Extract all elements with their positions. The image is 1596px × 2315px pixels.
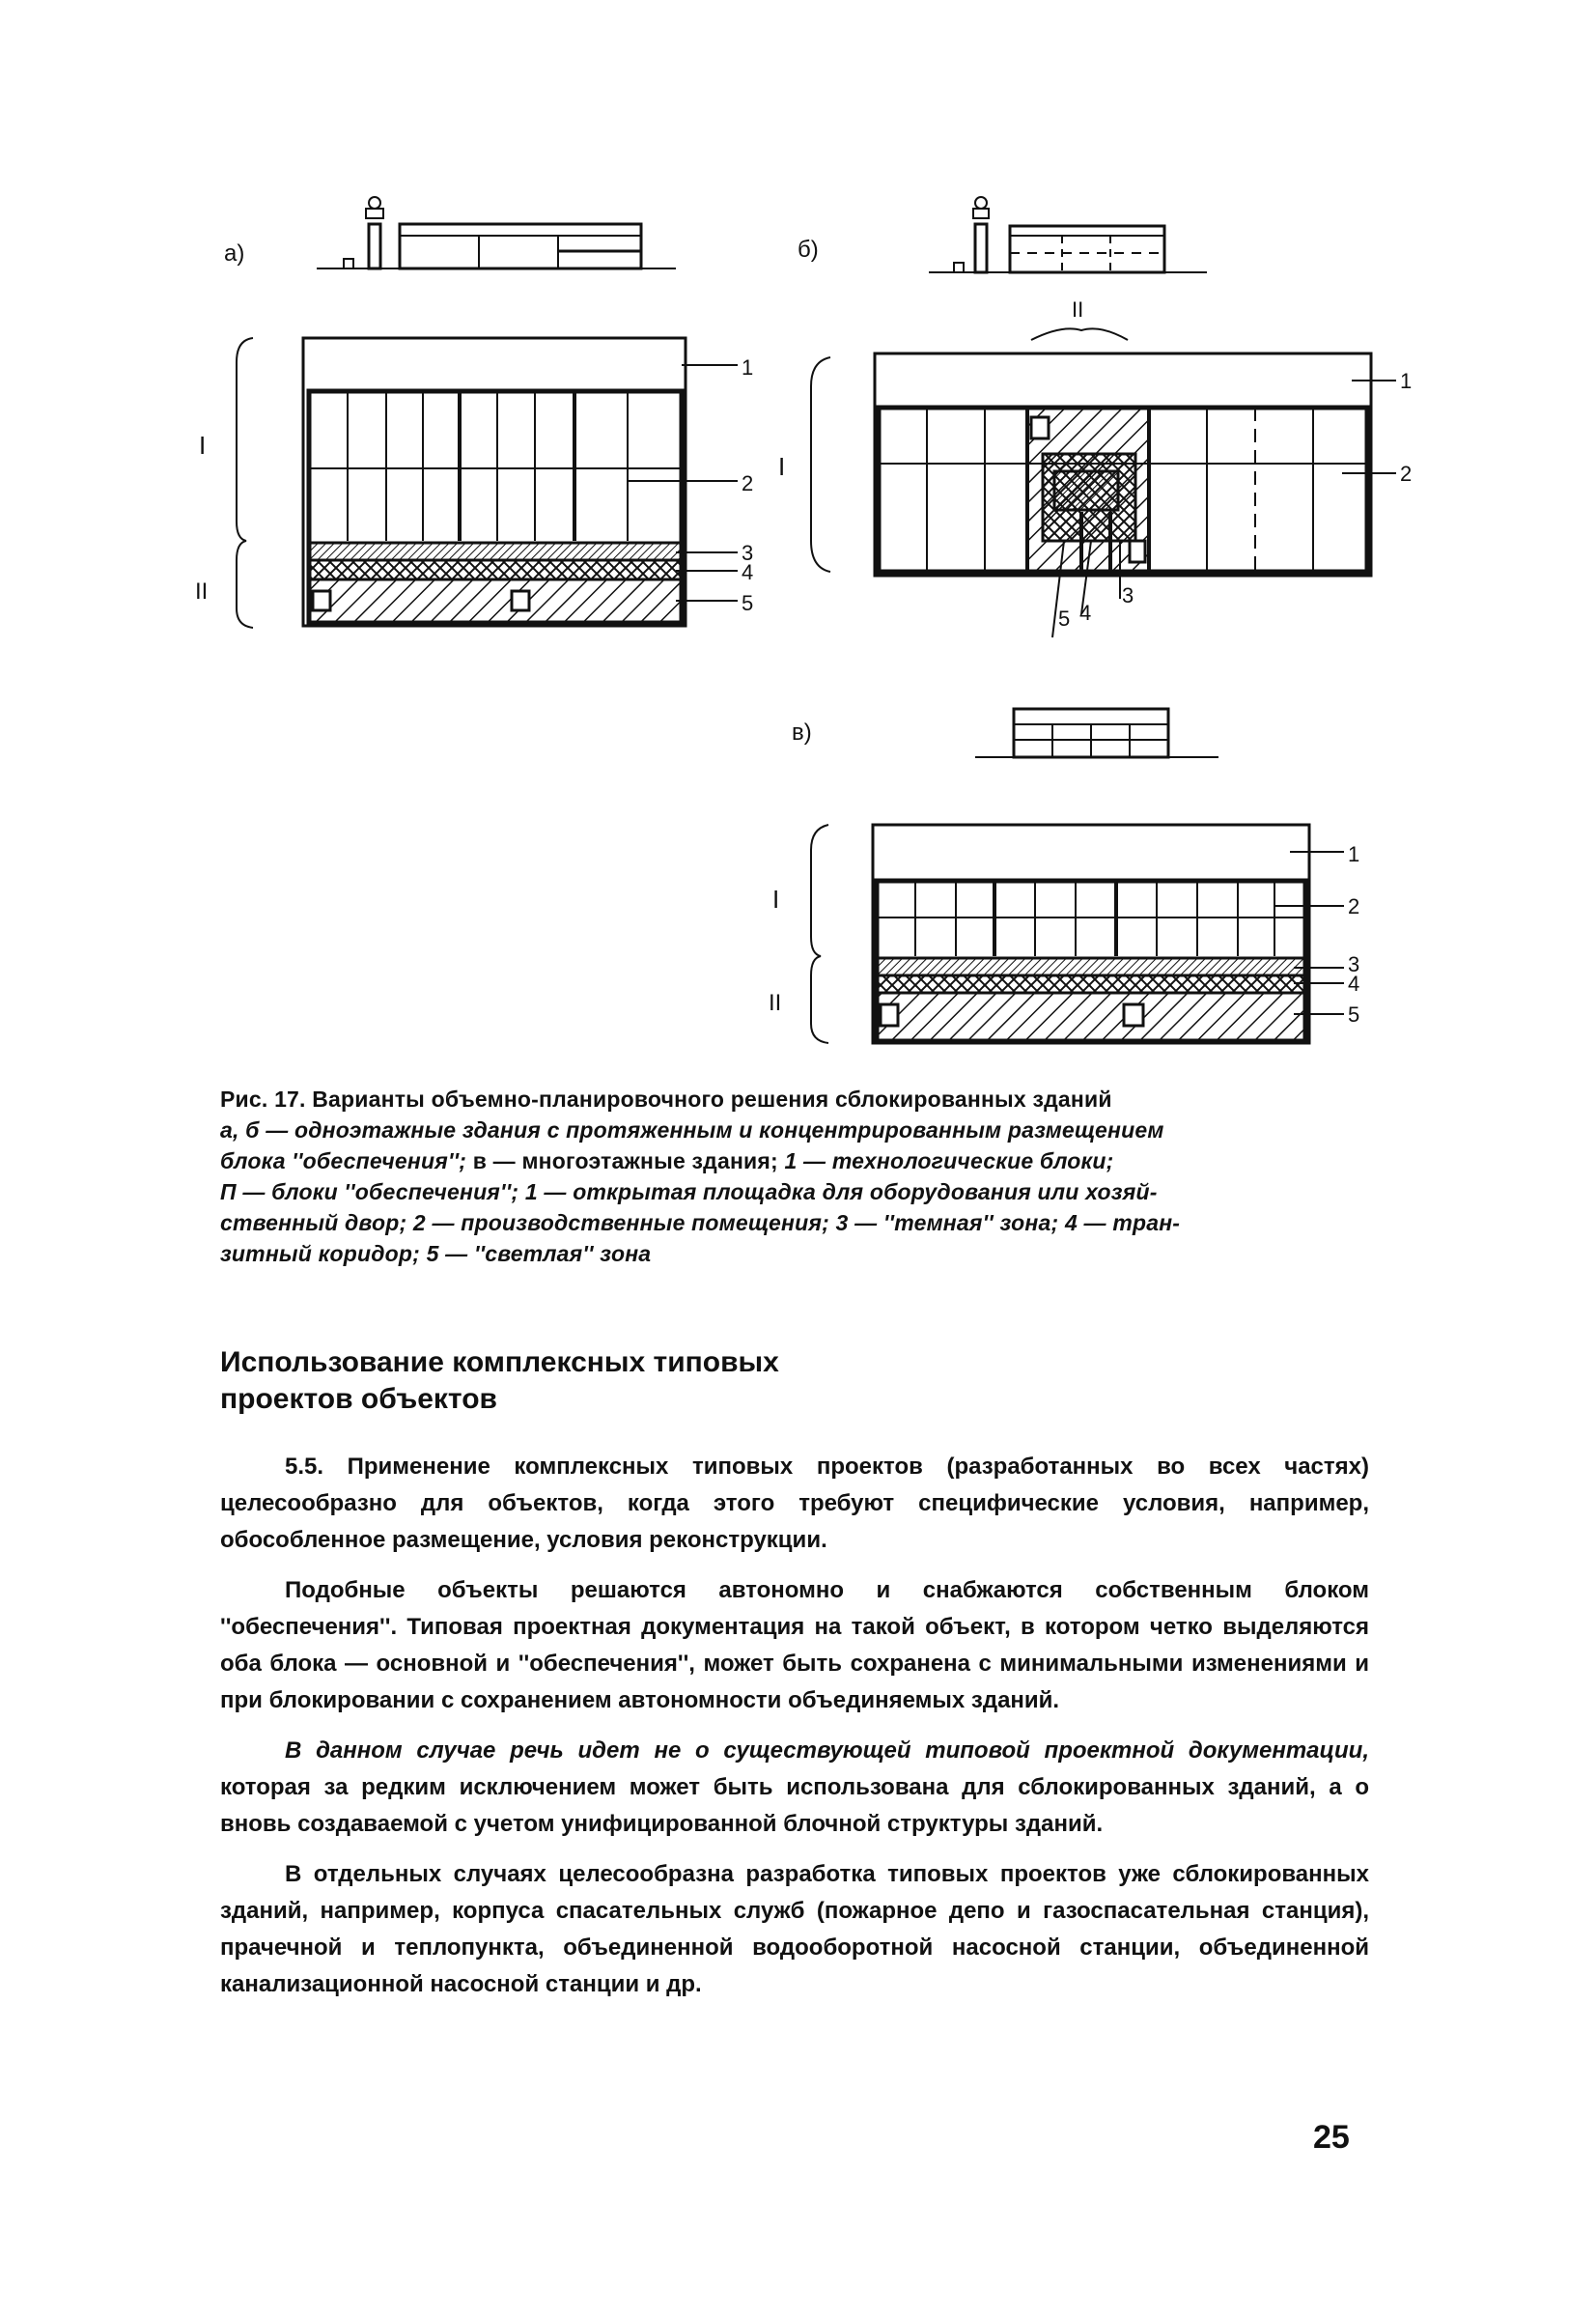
- section-title: [220, 1344, 1089, 1418]
- paragraph-4: В отдельных случаях целесообразна разработка типовых проектов уже сблокированных зданий, например, корпуса спасательных служб (пожарное депо и газоспасательная станция), прачечной и теплопункта, объединенной водооборотной насосной станции, объединенной канализационной насосной станции и др.: [220, 1861, 1369, 1997]
- caption-number: 17.: [274, 1087, 306, 1112]
- paragraph-number: 5.5.: [285, 1454, 324, 1480]
- caption-line-3c: 1 — технологические блоки;: [784, 1148, 1114, 1173]
- section-title-line-2: проектов объектов: [220, 1383, 497, 1415]
- caption-line-1: [220, 1084, 1379, 1115]
- label-3-a: 3: [742, 541, 754, 565]
- caption-line-3a: блока ''обеспечения'';: [220, 1148, 467, 1173]
- caption-line-6: зитный коридор; 5 — ''светлая'' зона: [220, 1241, 652, 1266]
- section-title-line-1: Использование комплексных типовых: [220, 1346, 779, 1378]
- paragraph-2: Подобные объекты решаются автономно и снабжаются собственным блоком ''обеспечения''. Типовая проектная документация на такой объект, в котором четко выделяются оба блока — основной и ''обеспечения'', может быть сохранена с минимальными изменениями и при блокировании с сохранением автономности объединяемых зданий.: [220, 1577, 1369, 1713]
- figure-17: [0, 0, 1596, 1082]
- variant-label-b: б): [798, 237, 819, 263]
- zone-label-I-b: I: [778, 452, 786, 481]
- variant-label-v: в): [792, 720, 812, 746]
- zone-label-II-b-top: II: [1072, 297, 1084, 322]
- caption-title: Варианты объемно-планировочного решения сблокированных зданий: [312, 1087, 1112, 1112]
- label-3-b: 3: [1122, 583, 1134, 607]
- label-1-v: 1: [1348, 842, 1360, 866]
- caption-line-4: П — блоки ''обеспечения''; 1 — открытая площадка для оборудования или хозяй-: [220, 1179, 1158, 1204]
- label-2-v: 2: [1348, 894, 1360, 918]
- paragraph-5-5: [220, 1449, 1369, 1559]
- label-4-b: 4: [1079, 601, 1092, 625]
- paragraph-3: [220, 1733, 1369, 1843]
- section-v: [975, 709, 1218, 757]
- zone-label-I-v: I: [772, 885, 780, 914]
- label-2-a: 2: [742, 471, 754, 495]
- label-4-v: 4: [1348, 972, 1360, 996]
- label-5-a: 5: [742, 591, 754, 615]
- section-a: [317, 197, 676, 268]
- page-number: 25: [1313, 2119, 1350, 2156]
- variant-label-a: а): [224, 240, 245, 267]
- zone-label-II-a: II: [195, 579, 209, 605]
- label-3-v: 3: [1348, 952, 1360, 976]
- label-5-v: 5: [1348, 1002, 1360, 1027]
- zone-label-II-v: II: [769, 990, 782, 1016]
- bracket-II-b-top: [1031, 328, 1128, 340]
- caption-line-3: [220, 1145, 1379, 1176]
- label-5-b: 5: [1058, 607, 1071, 631]
- caption-line-5: ственный двор; 2 — производственные помещения; 3 — ''темная'' зона; 4 — тран-: [220, 1210, 1181, 1235]
- brackets-a: [237, 338, 253, 628]
- figure-caption: [220, 1084, 1379, 1269]
- label-4-a: 4: [742, 560, 754, 584]
- plan-v: [873, 825, 1309, 1043]
- label-2-b: 2: [1400, 462, 1413, 486]
- zone-label-I-a: I: [199, 431, 207, 460]
- paragraph-3-italic: В данном случае речь идет не о существующей типовой проектной документации,: [285, 1737, 1369, 1764]
- caption-line-2: а, б — одноэтажные здания с протяженным и концентрированным размещением: [220, 1117, 1164, 1143]
- brackets-v: [811, 825, 828, 1043]
- label-1-a: 1: [742, 355, 754, 380]
- paragraph-1-text: Применение комплексных типовых проектов (разработанных во всех частях) целесообразно для объектов, когда этого требуют специфические условия, например, обособленное размещение, условия реконструкции.: [220, 1454, 1369, 1553]
- paragraph-3-normal: которая за редким исключением может быть использована для сблокированных зданий, а о вновь создаваемой с учетом унифицированной блочной структуры зданий.: [220, 1774, 1369, 1837]
- caption-line-3b: в — многоэтажные здания;: [472, 1148, 778, 1173]
- body-text: [220, 1449, 1369, 2017]
- label-1-b: 1: [1400, 369, 1413, 393]
- plan-b: [875, 353, 1371, 576]
- section-b: [929, 197, 1207, 272]
- caption-prefix: Рис.: [220, 1087, 268, 1112]
- bracket-I-b: [811, 357, 830, 572]
